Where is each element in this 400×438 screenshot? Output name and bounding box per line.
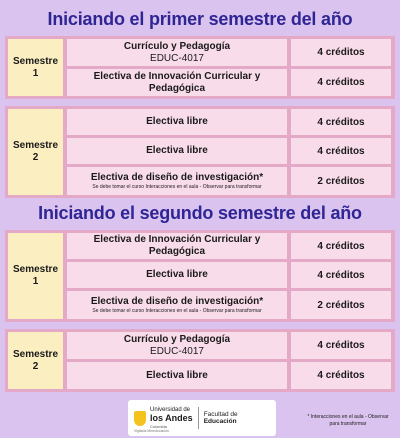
- course-name: Electiva de diseño de investigación*: [90, 296, 264, 307]
- course-cell: [67, 233, 287, 259]
- course-name: Currículo y Pedagogía: [123, 41, 231, 52]
- course-name: Electiva de Innovación Curricular y Pedagógica: [93, 234, 261, 257]
- course-cell: [67, 262, 287, 288]
- credits-cell: 2 créditos: [291, 291, 391, 319]
- university-name: Universidad de los Andes Colombia: [150, 406, 193, 429]
- course-code: EDUC-4017: [150, 53, 204, 64]
- credits-cell: 2 créditos: [291, 167, 391, 195]
- credits-cell: 4 créditos: [291, 39, 391, 66]
- course-cell: [67, 138, 287, 164]
- semester-label: Semestre 1: [8, 233, 63, 319]
- course-cell: [67, 362, 287, 389]
- course-note: Se debe tomar el curso Interacciones en el aula - Observar para transformar: [92, 308, 262, 314]
- footnote: * Interacciones en el aula - Observar para transformar: [307, 414, 389, 427]
- course-cell: [67, 332, 287, 359]
- credits-cell: 4 créditos: [291, 69, 391, 96]
- course-name: Electiva libre: [146, 116, 208, 127]
- plan-block-second-sem1: [5, 230, 395, 322]
- heading-first-semester: Iniciando el primer semestre del año: [47, 9, 353, 29]
- course-cell: [67, 291, 287, 319]
- course-name: Currículo y Pedagogía: [123, 334, 231, 345]
- course-name: Electiva de Innovación Curricular y Pedagógica: [93, 70, 261, 94]
- heading-second-semester: Iniciando el segundo semestre del año: [38, 203, 362, 223]
- course-name: Electiva libre: [146, 369, 208, 381]
- credits-cell: 4 créditos: [291, 262, 391, 288]
- credits-cell: 4 créditos: [291, 362, 391, 389]
- university-logo: [128, 400, 276, 436]
- faculty-name: Facultad de Educación: [203, 411, 238, 425]
- course-code: EDUC-4017: [150, 346, 204, 357]
- plan-block-first-sem1: [5, 36, 395, 99]
- credits-cell: 4 créditos: [291, 138, 391, 164]
- course-note: Se debe tomar el curso Interacciones en el aula - Observar para transformar: [92, 184, 262, 190]
- semester-label: Semestre 2: [8, 109, 63, 195]
- credits-cell: 4 créditos: [291, 332, 391, 359]
- course-cell: [67, 39, 287, 66]
- shield-icon: [134, 411, 146, 426]
- logo-divider: [198, 407, 199, 429]
- semester-label: Semestre 2: [8, 332, 63, 389]
- course-cell: [67, 109, 287, 135]
- course-cell: [67, 69, 287, 96]
- semester-label: Semestre 1: [8, 39, 63, 96]
- credits-cell: 4 créditos: [291, 233, 391, 259]
- course-name: Electiva de diseño de investigación*: [90, 172, 264, 183]
- plan-block-first-sem2: [5, 106, 395, 198]
- course-name: Electiva libre: [146, 269, 208, 280]
- course-cell: [67, 167, 287, 195]
- plan-block-second-sem2: [5, 329, 395, 392]
- credits-cell: 4 créditos: [291, 109, 391, 135]
- logo-tagline: Vigilada Mineducación: [134, 429, 169, 433]
- course-name: Electiva libre: [146, 145, 208, 156]
